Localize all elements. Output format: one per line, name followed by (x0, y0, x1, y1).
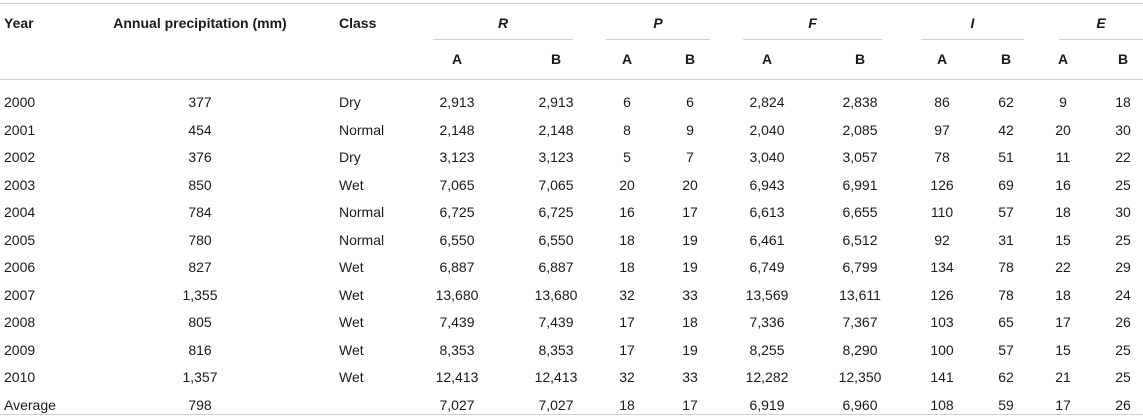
cell-f-b: 6,991 (842, 177, 878, 193)
cell-r-a: 7,439 (439, 314, 475, 330)
top-rule (0, 3, 1143, 4)
cell-i-b: 57 (998, 342, 1014, 358)
cell-r-b: 7,065 (538, 177, 574, 193)
cell-p-b: 17 (682, 397, 698, 413)
cell-p-b: 7 (686, 149, 694, 165)
group-rule-e (1059, 39, 1143, 40)
cell-i-a: 97 (934, 122, 950, 138)
cell-p-a: 16 (619, 204, 635, 220)
cell-i-a: 100 (930, 342, 954, 358)
cell-f-b: 2,085 (842, 122, 878, 138)
cell-e-a: 22 (1055, 259, 1071, 275)
cell-e-a: 16 (1055, 177, 1071, 193)
cell-year: 2000 (4, 94, 36, 110)
header-year: Year (4, 15, 34, 31)
cell-r-b: 7,439 (538, 314, 574, 330)
cell-r-b: 3,123 (538, 149, 574, 165)
cell-r-a: 2,148 (439, 122, 475, 138)
subheader-i-b: B (1000, 51, 1012, 67)
cell-e-a: 18 (1055, 287, 1071, 303)
cell-f-b: 6,655 (842, 204, 878, 220)
cell-i-a: 108 (930, 397, 954, 413)
subheader-p-a: A (621, 51, 633, 67)
cell-r-a: 6,550 (439, 232, 475, 248)
cell-f-a: 6,461 (749, 232, 785, 248)
cell-e-a: 9 (1059, 94, 1067, 110)
cell-e-b: 25 (1115, 369, 1131, 385)
cell-class: Wet (339, 314, 364, 330)
cell-f-a: 12,282 (745, 369, 789, 385)
bottom-rule (0, 414, 1143, 415)
cell-r-a: 8,353 (439, 342, 475, 358)
header-group-e: E (1096, 15, 1106, 31)
cell-p-a: 20 (619, 177, 635, 193)
cell-class: Wet (339, 369, 364, 385)
cell-annual-precipitation: 780 (188, 232, 212, 248)
group-rule-r (433, 39, 573, 40)
cell-e-b: 26 (1115, 397, 1131, 413)
cell-p-b: 33 (682, 287, 698, 303)
subheader-f-a: A (761, 51, 773, 67)
header-group-p: P (653, 15, 663, 31)
cell-annual-precipitation: 816 (188, 342, 212, 358)
cell-class: Dry (339, 149, 361, 165)
header-group-i: I (970, 15, 975, 31)
cell-i-b: 62 (998, 369, 1014, 385)
cell-i-b: 78 (998, 287, 1014, 303)
cell-r-b: 6,550 (538, 232, 574, 248)
cell-e-b: 26 (1115, 314, 1131, 330)
cell-e-b: 25 (1115, 342, 1131, 358)
cell-e-a: 20 (1055, 122, 1071, 138)
cell-p-a: 17 (619, 314, 635, 330)
cell-year: 2004 (4, 204, 36, 220)
cell-year: 2010 (4, 369, 36, 385)
cell-f-b: 6,512 (842, 232, 878, 248)
cell-r-a: 7,027 (439, 397, 475, 413)
cell-f-a: 6,749 (749, 259, 785, 275)
cell-annual-precipitation: 798 (188, 397, 212, 413)
cell-class: Wet (339, 177, 364, 193)
cell-i-a: 126 (930, 287, 954, 303)
cell-f-a: 7,336 (749, 314, 785, 330)
cell-f-a: 2,040 (749, 122, 785, 138)
cell-p-b: 9 (686, 122, 694, 138)
subheader-r-b: B (550, 51, 562, 67)
cell-p-b: 6 (686, 94, 694, 110)
cell-year: Average (4, 397, 56, 413)
cell-f-a: 6,919 (749, 397, 785, 413)
cell-f-b: 13,611 (839, 287, 881, 303)
header-group-r: R (497, 15, 509, 31)
cell-i-b: 59 (998, 397, 1014, 413)
cell-f-a: 6,613 (749, 204, 785, 220)
cell-p-b: 33 (682, 369, 698, 385)
cell-year: 2002 (4, 149, 36, 165)
cell-f-a: 2,824 (749, 94, 785, 110)
cell-r-b: 8,353 (538, 342, 574, 358)
cell-r-b: 2,148 (538, 122, 574, 138)
cell-e-b: 30 (1115, 204, 1131, 220)
cell-r-a: 12,413 (435, 369, 479, 385)
header-class: Class (339, 15, 377, 31)
cell-f-b: 2,838 (842, 94, 878, 110)
cell-i-b: 62 (998, 94, 1014, 110)
cell-f-a: 13,569 (745, 287, 789, 303)
cell-year: 2007 (4, 287, 36, 303)
cell-i-a: 92 (934, 232, 950, 248)
cell-r-b: 12,413 (534, 369, 578, 385)
cell-i-a: 78 (934, 149, 950, 165)
cell-i-a: 141 (930, 369, 954, 385)
cell-annual-precipitation: 1,357 (182, 369, 218, 385)
cell-i-a: 134 (930, 259, 954, 275)
cell-annual-precipitation: 850 (188, 177, 212, 193)
cell-i-b: 65 (998, 314, 1014, 330)
cell-i-b: 57 (998, 204, 1014, 220)
cell-r-a: 3,123 (439, 149, 475, 165)
cell-p-a: 18 (619, 397, 635, 413)
cell-year: 2006 (4, 259, 36, 275)
cell-e-b: 22 (1115, 149, 1131, 165)
cell-class: Wet (339, 259, 364, 275)
cell-annual-precipitation: 376 (188, 149, 212, 165)
cell-annual-precipitation: 454 (188, 122, 212, 138)
cell-annual-precipitation: 377 (188, 94, 212, 110)
cell-r-a: 7,065 (439, 177, 475, 193)
cell-e-a: 15 (1055, 342, 1071, 358)
cell-e-b: 25 (1115, 232, 1131, 248)
cell-p-a: 6 (623, 94, 631, 110)
group-rule-i (921, 39, 1024, 40)
header-group-f: F (808, 15, 817, 31)
group-rule-p (606, 39, 710, 40)
cell-annual-precipitation: 1,355 (182, 287, 218, 303)
subheader-r-a: A (451, 51, 463, 67)
cell-e-a: 17 (1055, 397, 1071, 413)
cell-p-a: 17 (619, 342, 635, 358)
cell-e-a: 18 (1055, 204, 1071, 220)
cell-r-b: 6,725 (538, 204, 574, 220)
cell-p-a: 8 (623, 122, 631, 138)
cell-p-b: 20 (682, 177, 698, 193)
subheader-p-b: B (684, 51, 696, 67)
cell-i-a: 103 (930, 314, 954, 330)
cell-class: Normal (339, 204, 385, 220)
cell-p-b: 17 (682, 204, 698, 220)
cell-i-a: 86 (934, 94, 950, 110)
subheader-e-b: B (1117, 51, 1129, 67)
cell-e-b: 30 (1115, 122, 1131, 138)
cell-i-b: 31 (998, 232, 1014, 248)
cell-r-a: 6,887 (439, 259, 475, 275)
cell-r-b: 6,887 (538, 259, 574, 275)
cell-p-b: 19 (682, 232, 698, 248)
cell-class: Normal (339, 122, 385, 138)
cell-e-a: 15 (1055, 232, 1071, 248)
group-rule-f (743, 39, 882, 40)
cell-e-a: 11 (1055, 149, 1071, 165)
cell-e-a: 17 (1055, 314, 1071, 330)
subheader-f-b: B (854, 51, 866, 67)
cell-f-a: 3,040 (749, 149, 785, 165)
cell-r-a: 6,725 (439, 204, 475, 220)
cell-f-a: 6,943 (749, 177, 785, 193)
cell-i-b: 42 (998, 122, 1014, 138)
cell-f-b: 3,057 (842, 149, 878, 165)
cell-f-b: 12,350 (838, 369, 882, 385)
header-rule (0, 79, 1143, 80)
cell-p-a: 18 (619, 259, 635, 275)
cell-year: 2008 (4, 314, 36, 330)
cell-annual-precipitation: 805 (188, 314, 212, 330)
subheader-e-a: A (1057, 51, 1069, 67)
cell-f-b: 6,960 (842, 397, 878, 413)
cell-year: 2001 (4, 122, 36, 138)
cell-r-b: 7,027 (538, 397, 574, 413)
cell-i-b: 69 (998, 177, 1014, 193)
cell-year: 2003 (4, 177, 36, 193)
cell-annual-precipitation: 784 (188, 204, 212, 220)
cell-f-b: 6,799 (842, 259, 878, 275)
cell-e-b: 24 (1115, 287, 1131, 303)
cell-r-b: 13,680 (534, 287, 578, 303)
cell-p-a: 32 (619, 369, 635, 385)
cell-p-b: 18 (682, 314, 698, 330)
cell-r-a: 2,913 (439, 94, 475, 110)
cell-e-b: 29 (1115, 259, 1131, 275)
cell-e-a: 21 (1055, 369, 1071, 385)
cell-f-b: 7,367 (842, 314, 878, 330)
cell-r-a: 13,680 (435, 287, 479, 303)
cell-p-a: 5 (623, 149, 631, 165)
cell-annual-precipitation: 827 (188, 259, 212, 275)
cell-i-b: 51 (998, 149, 1014, 165)
cell-r-b: 2,913 (538, 94, 574, 110)
cell-e-b: 25 (1115, 177, 1131, 193)
cell-p-b: 19 (682, 342, 698, 358)
cell-year: 2005 (4, 232, 36, 248)
cell-year: 2009 (4, 342, 36, 358)
cell-f-b: 8,290 (842, 342, 878, 358)
subheader-i-a: A (936, 51, 948, 67)
cell-class: Dry (339, 94, 361, 110)
cell-i-b: 78 (998, 259, 1014, 275)
cell-i-a: 126 (930, 177, 954, 193)
cell-p-b: 19 (682, 259, 698, 275)
header-annual-precipitation: Annual precipitation (mm) (113, 15, 287, 31)
cell-p-a: 18 (619, 232, 635, 248)
cell-p-a: 32 (619, 287, 635, 303)
cell-e-b: 18 (1115, 94, 1131, 110)
cell-f-a: 8,255 (749, 342, 785, 358)
cell-class: Wet (339, 287, 364, 303)
cell-class: Wet (339, 342, 364, 358)
cell-i-a: 110 (930, 204, 954, 220)
cell-class: Normal (339, 232, 385, 248)
